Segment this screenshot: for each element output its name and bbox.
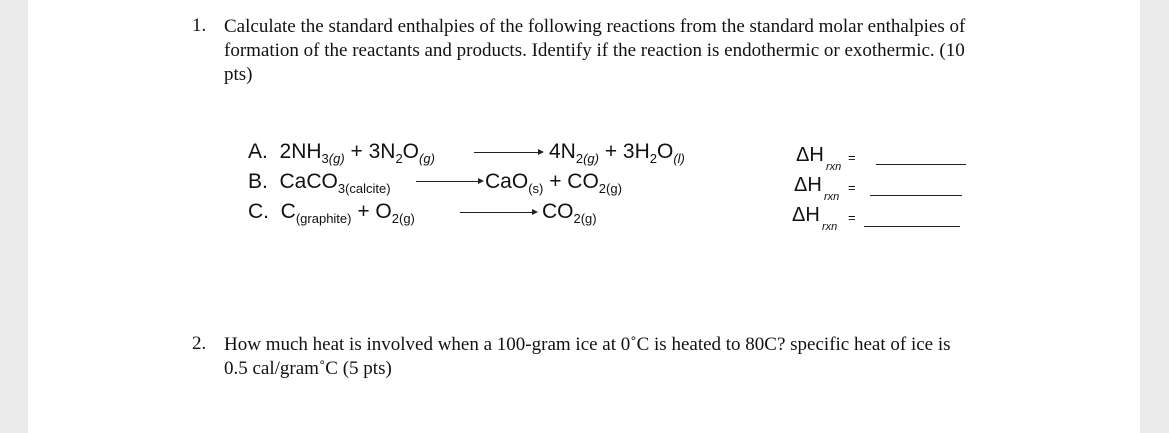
reaction-c-products: $CO_{2(g)}$ bbox=[542, 200, 597, 226]
question-1-line-3: pts) bbox=[224, 64, 253, 85]
delta-h-b-subscript: rxn bbox=[824, 191, 840, 203]
answer-blank-b[interactable] bbox=[870, 195, 962, 196]
delta-h-c-equals: = bbox=[848, 210, 856, 225]
reaction-b-reactants: B. CaCO$_{3(calcite)}$ bbox=[248, 170, 391, 196]
question-2-line-1: How much heat is involved when a 100-gram ice at 0˚C is heated to 80C? specific heat of ice is bbox=[224, 334, 951, 355]
reaction-b-arrow bbox=[416, 181, 482, 182]
question-1-number: 1. bbox=[192, 15, 207, 36]
question-2-number: 2. bbox=[192, 333, 207, 354]
delta-h-c-label: ΔH bbox=[792, 204, 820, 226]
delta-h-a-subscript: rxn bbox=[826, 161, 842, 173]
delta-h-c-subscript: rxn bbox=[822, 221, 838, 233]
delta-h-a-equals: = bbox=[848, 150, 856, 165]
reaction-a-products: $4N_{2(g)} + 3H_2O_{(l)}$ bbox=[549, 140, 685, 166]
reaction-c-arrow bbox=[460, 212, 536, 213]
delta-h-b-label: ΔH bbox=[794, 174, 822, 196]
answer-blank-a[interactable] bbox=[876, 164, 966, 165]
delta-h-b-equals: = bbox=[848, 180, 856, 195]
reaction-c-reactants: C. $C_{(graphite)} + O_{2(g)}$ bbox=[248, 200, 415, 226]
question-2-text bbox=[224, 333, 1024, 381]
document-page bbox=[28, 0, 1140, 433]
question-2-line-2: 0.5 cal/gram˚C (5 pts) bbox=[224, 358, 392, 379]
delta-h-a-label: ΔH bbox=[796, 144, 824, 166]
reaction-b-products: $CaO_{(s)} + CO_{2(g)}$ bbox=[485, 170, 622, 196]
question-1-text bbox=[224, 15, 1024, 87]
question-1-line-1: Calculate the standard enthalpies of the following reactions from the standard molar enthalpies of bbox=[224, 16, 966, 37]
question-1-line-2: formation of the reactants and products. Identify if the reaction is endothermic or exothermic. (10 bbox=[224, 40, 965, 61]
reaction-a-reactants: A. $2NH_{3(g)} + 3N_2O_{(g)}$ bbox=[248, 140, 435, 166]
answer-blank-c[interactable] bbox=[864, 226, 960, 227]
reaction-a-arrow bbox=[474, 152, 542, 153]
